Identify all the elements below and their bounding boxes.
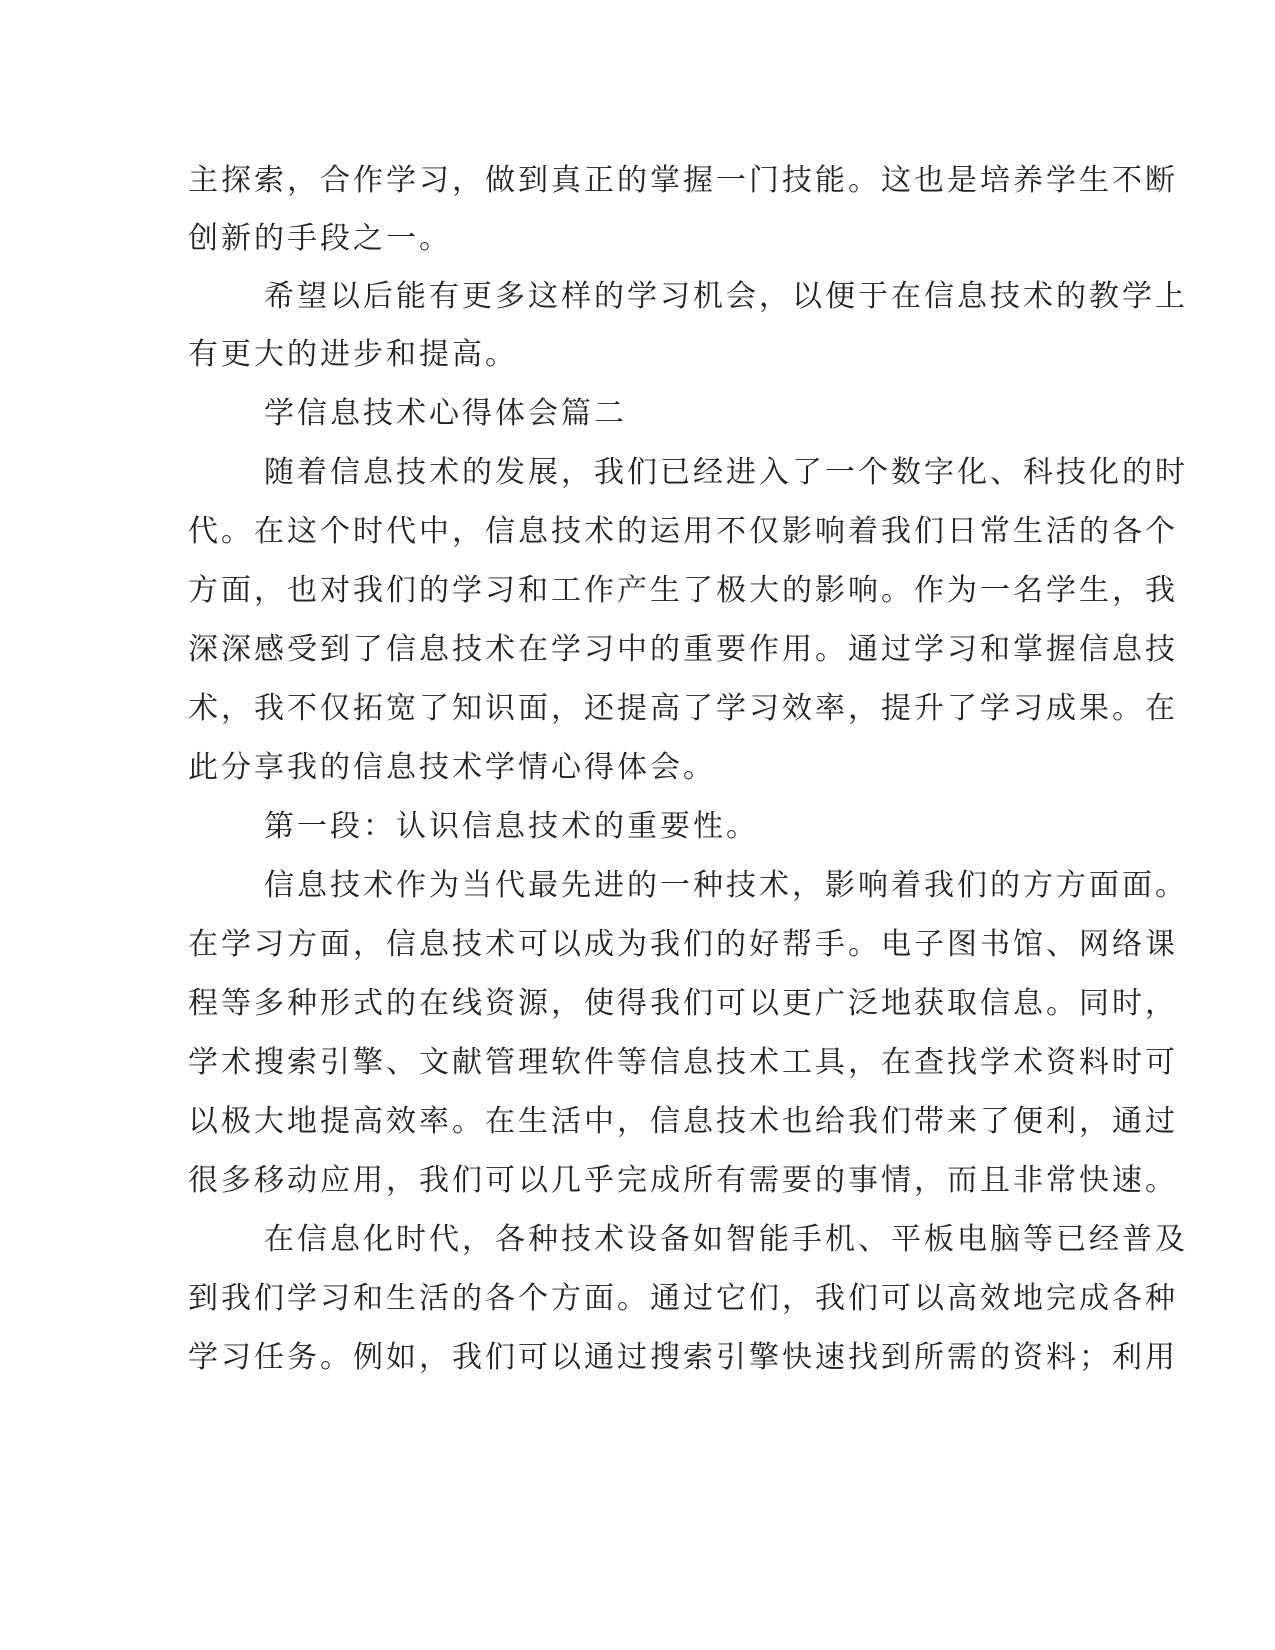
text-line: 方面，也对我们的学习和工作产生了极大的影响。作为一名学生，我 [188,573,1178,608]
text-line: 以极大地提高效率。在生活中，信息技术也给我们带来了便利，通过 [188,1104,1178,1139]
text-line: 程等多种形式的在线资源，使得我们可以更广泛地获取信息。同时， [188,986,1178,1021]
text-line: 学术搜索引擎、文献管理软件等信息技术工具，在查找学术资料时可 [188,1045,1178,1080]
subsection-heading: 第一段：认识信息技术的重要性。 [264,809,759,844]
paragraph-first-line: 随着信息技术的发展，我们已经进入了一个数字化、科技化的时 [264,455,1188,490]
text-line: 主探索，合作学习，做到真正的掌握一门技能。这也是培养学生不断 [188,163,1178,198]
text-line: 很多移动应用，我们可以几乎完成所有需要的事情，而且非常快速。 [188,1163,1178,1198]
text-line: 创新的手段之一。 [188,221,452,256]
text-line: 深深感受到了信息技术在学习中的重要作用。通过学习和掌握信息技 [188,632,1178,667]
section-heading: 学信息技术心得体会篇二 [264,396,627,431]
paragraph-first-line: 在信息化时代，各种技术设备如智能手机、平板电脑等已经普及 [264,1222,1188,1257]
text-line: 有更大的进步和提高。 [188,337,518,372]
text-line: 代。在这个时代中，信息技术的运用不仅影响着我们日常生活的各个 [188,514,1178,549]
text-line: 到我们学习和生活的各个方面。通过它们，我们可以高效地完成各种 [188,1281,1178,1316]
text-line: 学习任务。例如，我们可以通过搜索引擎快速找到所需的资料；利用 [188,1340,1178,1375]
text-line: 此分享我的信息技术学情心得体会。 [188,750,716,785]
text-line: 术，我不仅拓宽了知识面，还提高了学习效率，提升了学习成果。在 [188,691,1178,726]
paragraph-first-line: 希望以后能有更多这样的学习机会，以便于在信息技术的教学上 [264,279,1188,314]
paragraph-first-line: 信息技术作为当代最先进的一种技术，影响着我们的方方面面。 [264,868,1188,903]
text-line: 在学习方面，信息技术可以成为我们的好帮手。电子图书馆、网络课 [188,927,1178,962]
